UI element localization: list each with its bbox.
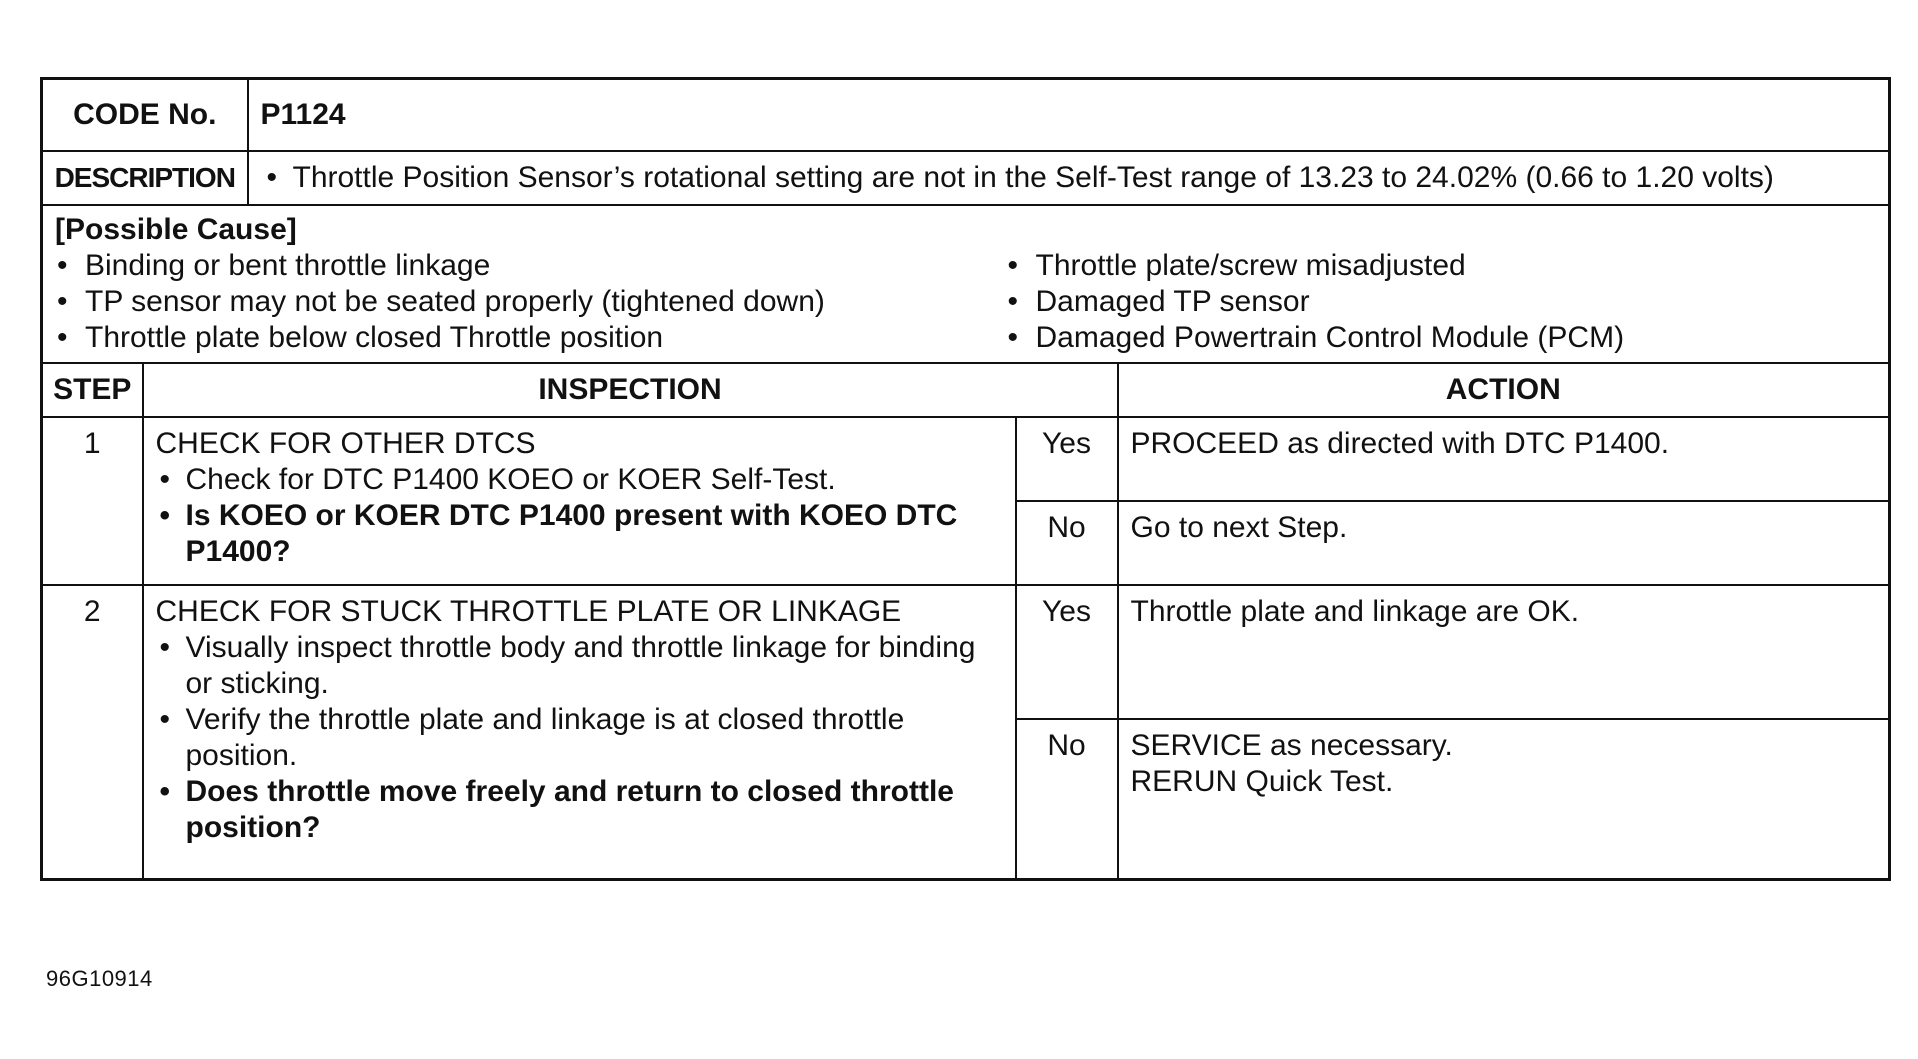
code-value: P1124 [248, 79, 1890, 152]
inspection-title: CHECK FOR STUCK THROTTLE PLATE OR LINKAGE [155, 595, 902, 628]
yes-action [1118, 417, 1890, 501]
yes-label: Yes [1016, 417, 1118, 501]
step-number: 2 [42, 585, 143, 880]
step-number: 1 [42, 417, 143, 585]
no-action [1118, 501, 1890, 585]
step-header: STEP [42, 363, 143, 417]
table-header-row [42, 363, 1890, 417]
action-line: Go to next Step. [1130, 511, 1348, 544]
table-row [42, 417, 1890, 501]
inspection-question: • Is KOEO or KOER DTC P1400 present with KOEO DTC P1400? [156, 498, 1003, 570]
inspection-header: INSPECTION [143, 363, 1118, 417]
inspection-bullet: • Verify the throttle plate and linkage is at closed throttle position. [156, 702, 1003, 774]
table-row [42, 585, 1890, 719]
code-row [42, 79, 1890, 152]
yes-action [1118, 585, 1890, 719]
possible-cause-left [55, 248, 926, 356]
action-line: Throttle plate and linkage are OK. [1130, 595, 1580, 628]
action-line: PROCEED as directed with DTC P1400. [1130, 427, 1670, 460]
inspection-bullet: • Check for DTC P1400 KOEO or KOER Self-Test. [156, 462, 1003, 498]
no-label: No [1016, 501, 1118, 585]
cause-item: • Throttle plate/screw misadjusted [1006, 248, 1877, 284]
possible-cause-row [42, 205, 1890, 363]
possible-cause-title: [Possible Cause] [55, 213, 297, 246]
no-action [1118, 719, 1890, 880]
action-header: ACTION [1118, 363, 1890, 417]
yes-label: Yes [1016, 585, 1118, 719]
cause-item: • Damaged Powertrain Control Module (PCM) [1006, 320, 1877, 356]
inspection-bullet: • Visually inspect throttle body and throttle linkage for binding or sticking. [156, 630, 1003, 702]
description-label: DESCRIPTION [42, 151, 248, 205]
possible-cause-right [926, 248, 1877, 356]
inspection-question: • Does throttle move freely and return to closed throttle position? [156, 774, 1003, 846]
action-line: SERVICE as necessary. [1130, 729, 1453, 762]
diagnostic-table-page [40, 77, 1888, 881]
no-label: No [1016, 719, 1118, 880]
inspection-cell [143, 585, 1016, 880]
description-cell [248, 151, 1890, 205]
figure-id: 96G10914 [46, 966, 153, 991]
action-line: RERUN Quick Test. [1130, 765, 1394, 798]
description-text: • Throttle Position Sensor’s rotational setting are not in the Self-Test range of 13.23 to 24.02% (0.66 to 1.20 volts) [261, 160, 1875, 196]
possible-cause-cell [42, 205, 1890, 363]
inspection-title: CHECK FOR OTHER DTCS [155, 427, 536, 460]
diagnostic-table [40, 77, 1891, 881]
cause-item: • Throttle plate below closed Throttle position [55, 320, 926, 356]
cause-item: • TP sensor may not be seated properly (tightened down) [55, 284, 926, 320]
cause-item: • Binding or bent throttle linkage [55, 248, 926, 284]
inspection-cell [143, 417, 1016, 585]
description-row [42, 151, 1890, 205]
code-label: CODE No. [42, 79, 248, 152]
cause-item: • Damaged TP sensor [1006, 284, 1877, 320]
